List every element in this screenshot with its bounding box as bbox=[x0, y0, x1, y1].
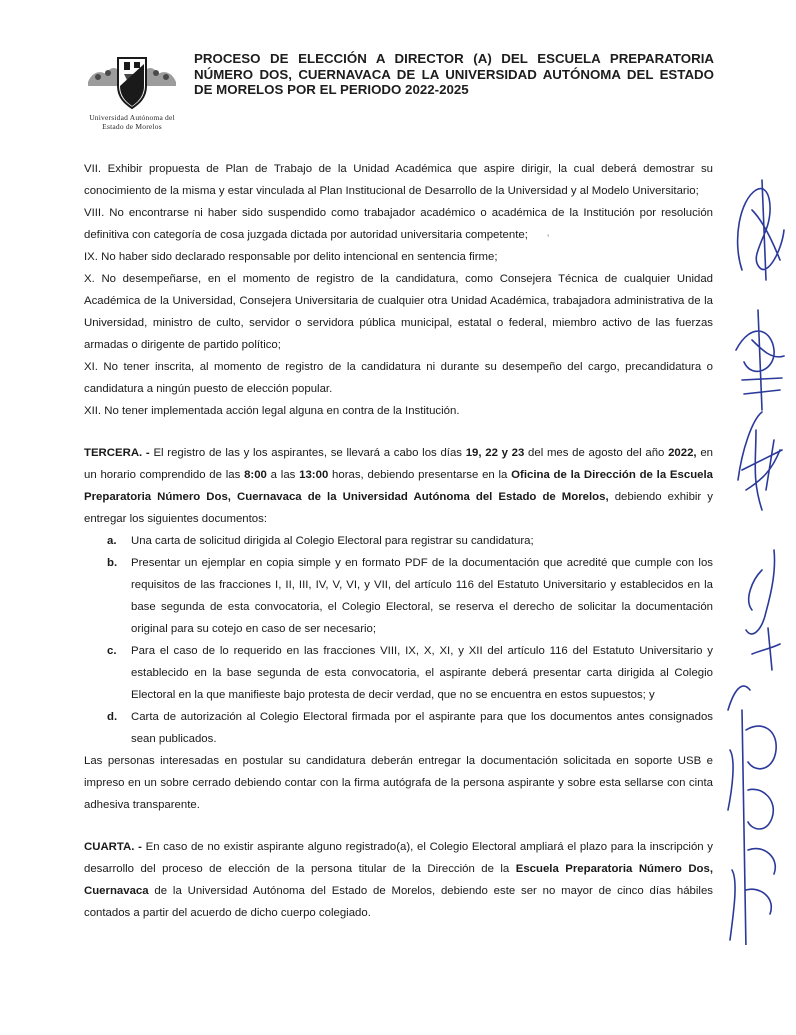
signature-5 bbox=[742, 710, 776, 945]
document-body bbox=[84, 158, 713, 924]
section-tercera bbox=[84, 442, 713, 530]
signature-3 bbox=[738, 412, 782, 510]
cuarta-school: Escuela Preparatoria Número Dos, Cuernavaca bbox=[84, 863, 714, 897]
university-logo bbox=[76, 52, 188, 131]
list-item bbox=[84, 640, 713, 706]
registration-days: 19, 22 y 23 bbox=[465, 447, 525, 459]
list-item bbox=[84, 706, 713, 750]
end-time: 13:00 bbox=[299, 469, 329, 481]
section-cuarta bbox=[84, 836, 713, 924]
requirement-x: X. No desempeñarse, en el momento de registro de la candidatura, como Consejera Técnica de cualquier Unidad Académica de la Universidad, Consejera Universitaria de cualquier otra Unidad Académica, trabajadora administrativa de la Universidad, ministro de culto, servidor o servidora pública municipal, estatal o federal, miembro activo de las fuerzas armadas o dirigente de partido político; bbox=[84, 273, 713, 351]
list-item-letter: c. bbox=[107, 645, 117, 657]
tercera-heading: TERCERA. - bbox=[84, 447, 150, 459]
requirement-xii: XII. No tener implementada acción legal alguna en contra de la Institución. bbox=[84, 405, 460, 417]
signature-1 bbox=[738, 180, 784, 280]
list-item-letter: b. bbox=[107, 557, 118, 569]
requirement-xi: XI. No tener inscrita, al momento de registro de la candidatura ni durante su desempeño del cargo, precandidatura o candidatura a ningún puesto de elección popular. bbox=[84, 361, 713, 395]
cuarta-text-1: En caso de no existir aspirante alguno registrado(a), el Colegio Electoral ampliará el plazo para la inscripción y desarrollo del proceso de elección de la persona titular de la Dirección de la bbox=[84, 841, 713, 875]
requirement-viii: VIII. No encontrarse ni haber sido suspendido como trabajador académico o académica de la Institución por resolución definitiva con categoría de cosa juzgada dictada por autoridad universitaria competente; bbox=[84, 207, 713, 241]
list-item-text: Para el caso de lo requerido en las fracciones VIII, IX, X, XI, y XII del artículo 116 del Estatuto Universitario y establecido en la base segunda de esta convocatoria, el aspirante deberá presentar carta dirigida al Colegio Electoral en la que manifieste bajo protesta de decir verdad, que no se encuentra en estos supuestos; y bbox=[131, 645, 713, 701]
tercera-closing: Las personas interesadas en postular su candidatura deberán entregar la documentación solicitada en soporte USB e impreso en un sobre cerrado debiendo contar con la firma autógrafa de la persona aspirante y sobre esta sellarse con cinta adhesiva transparente. bbox=[84, 755, 713, 811]
registration-office: Oficina de la Dirección de la Escuela Preparatoria Número Dos, Cuernavaca de la Universidad Autónoma del Estado de Morelos, bbox=[84, 469, 713, 503]
start-time: 8:00 bbox=[244, 469, 267, 481]
requirement-ix: IX. No haber sido declarado responsable por delito intencional en sentencia firme; bbox=[84, 251, 498, 263]
document-title: PROCESO DE ELECCIÓN A DIRECTOR (A) DEL ESCUELA PREPARATORIA NÚMERO DOS, CUERNAVACA DE LA UNIVERSIDAD AUTÓNOMA DEL ESTADO DE MORELOS POR EL PERIODO 2022-2025 bbox=[194, 51, 714, 97]
tercera-text-4: a las bbox=[266, 469, 300, 481]
signature-6 bbox=[728, 686, 750, 940]
list-item bbox=[84, 552, 713, 640]
scan-speck: ʼ bbox=[547, 234, 550, 245]
tercera-text-3: en un horario comprendido de las bbox=[84, 447, 713, 481]
tercera-text-1: El registro de las y los aspirantes, se llevará a cabo los días bbox=[149, 447, 466, 459]
registration-year: 2022, bbox=[668, 447, 697, 459]
tercera-text-2: del mes de agosto del año bbox=[524, 447, 669, 459]
list-item-text: Una carta de solicitud dirigida al Colegio Electoral para registrar su candidatura; bbox=[131, 535, 534, 547]
list-item-letter: d. bbox=[107, 711, 118, 723]
logo-caption-line2: Estado de Morelos bbox=[102, 122, 162, 131]
list-item-text: Presentar un ejemplar en copia simple y en formato PDF de la documentación que acredité que cumple con los requisitos de las fracciones I, II, III, IV, V, VI, y VII, del artículo 116 del Estatuto Universitario y establecidos en la base segunda de esta convocatoria, el Colegio Electoral, se reserva el derecho de solicitar la documentación original para su cotejo en caso de ser necesario; bbox=[131, 557, 713, 635]
tercera-text-5: horas, debiendo presentarse en la bbox=[328, 469, 512, 481]
list-item bbox=[84, 530, 713, 552]
required-documents-list bbox=[84, 530, 713, 750]
university-seal-icon bbox=[84, 52, 180, 110]
logo-caption-line1: Universidad Autónoma del bbox=[89, 113, 175, 122]
list-item-text: Carta de autorización al Colegio Electoral firmada por el aspirante para que los documentos antes consignados sean publicados. bbox=[131, 711, 713, 745]
signature-4 bbox=[746, 550, 780, 670]
margin-signatures bbox=[722, 150, 796, 945]
requirement-vii: VII. Exhibir propuesta de Plan de Trabajo de la Unidad Académica que aspire dirigir, la cual deberá demostrar su conocimiento de la misma y estar vinculada al Plan Institucional de Desarrollo de la Universidad y al Modelo Universitario; bbox=[84, 163, 713, 197]
cuarta-text-2: de la Universidad Autónoma del Estado de Morelos, debiendo este ser no mayor de cinco días hábiles contados a partir del acuerdo de dicho cuerpo colegiado. bbox=[84, 885, 713, 919]
signature-2 bbox=[736, 310, 784, 410]
cuarta-heading: CUARTA. - bbox=[84, 841, 142, 853]
tercera-text-6: debiendo exhibir y entregar los siguientes documentos: bbox=[84, 491, 713, 525]
list-item-letter: a. bbox=[107, 535, 117, 547]
